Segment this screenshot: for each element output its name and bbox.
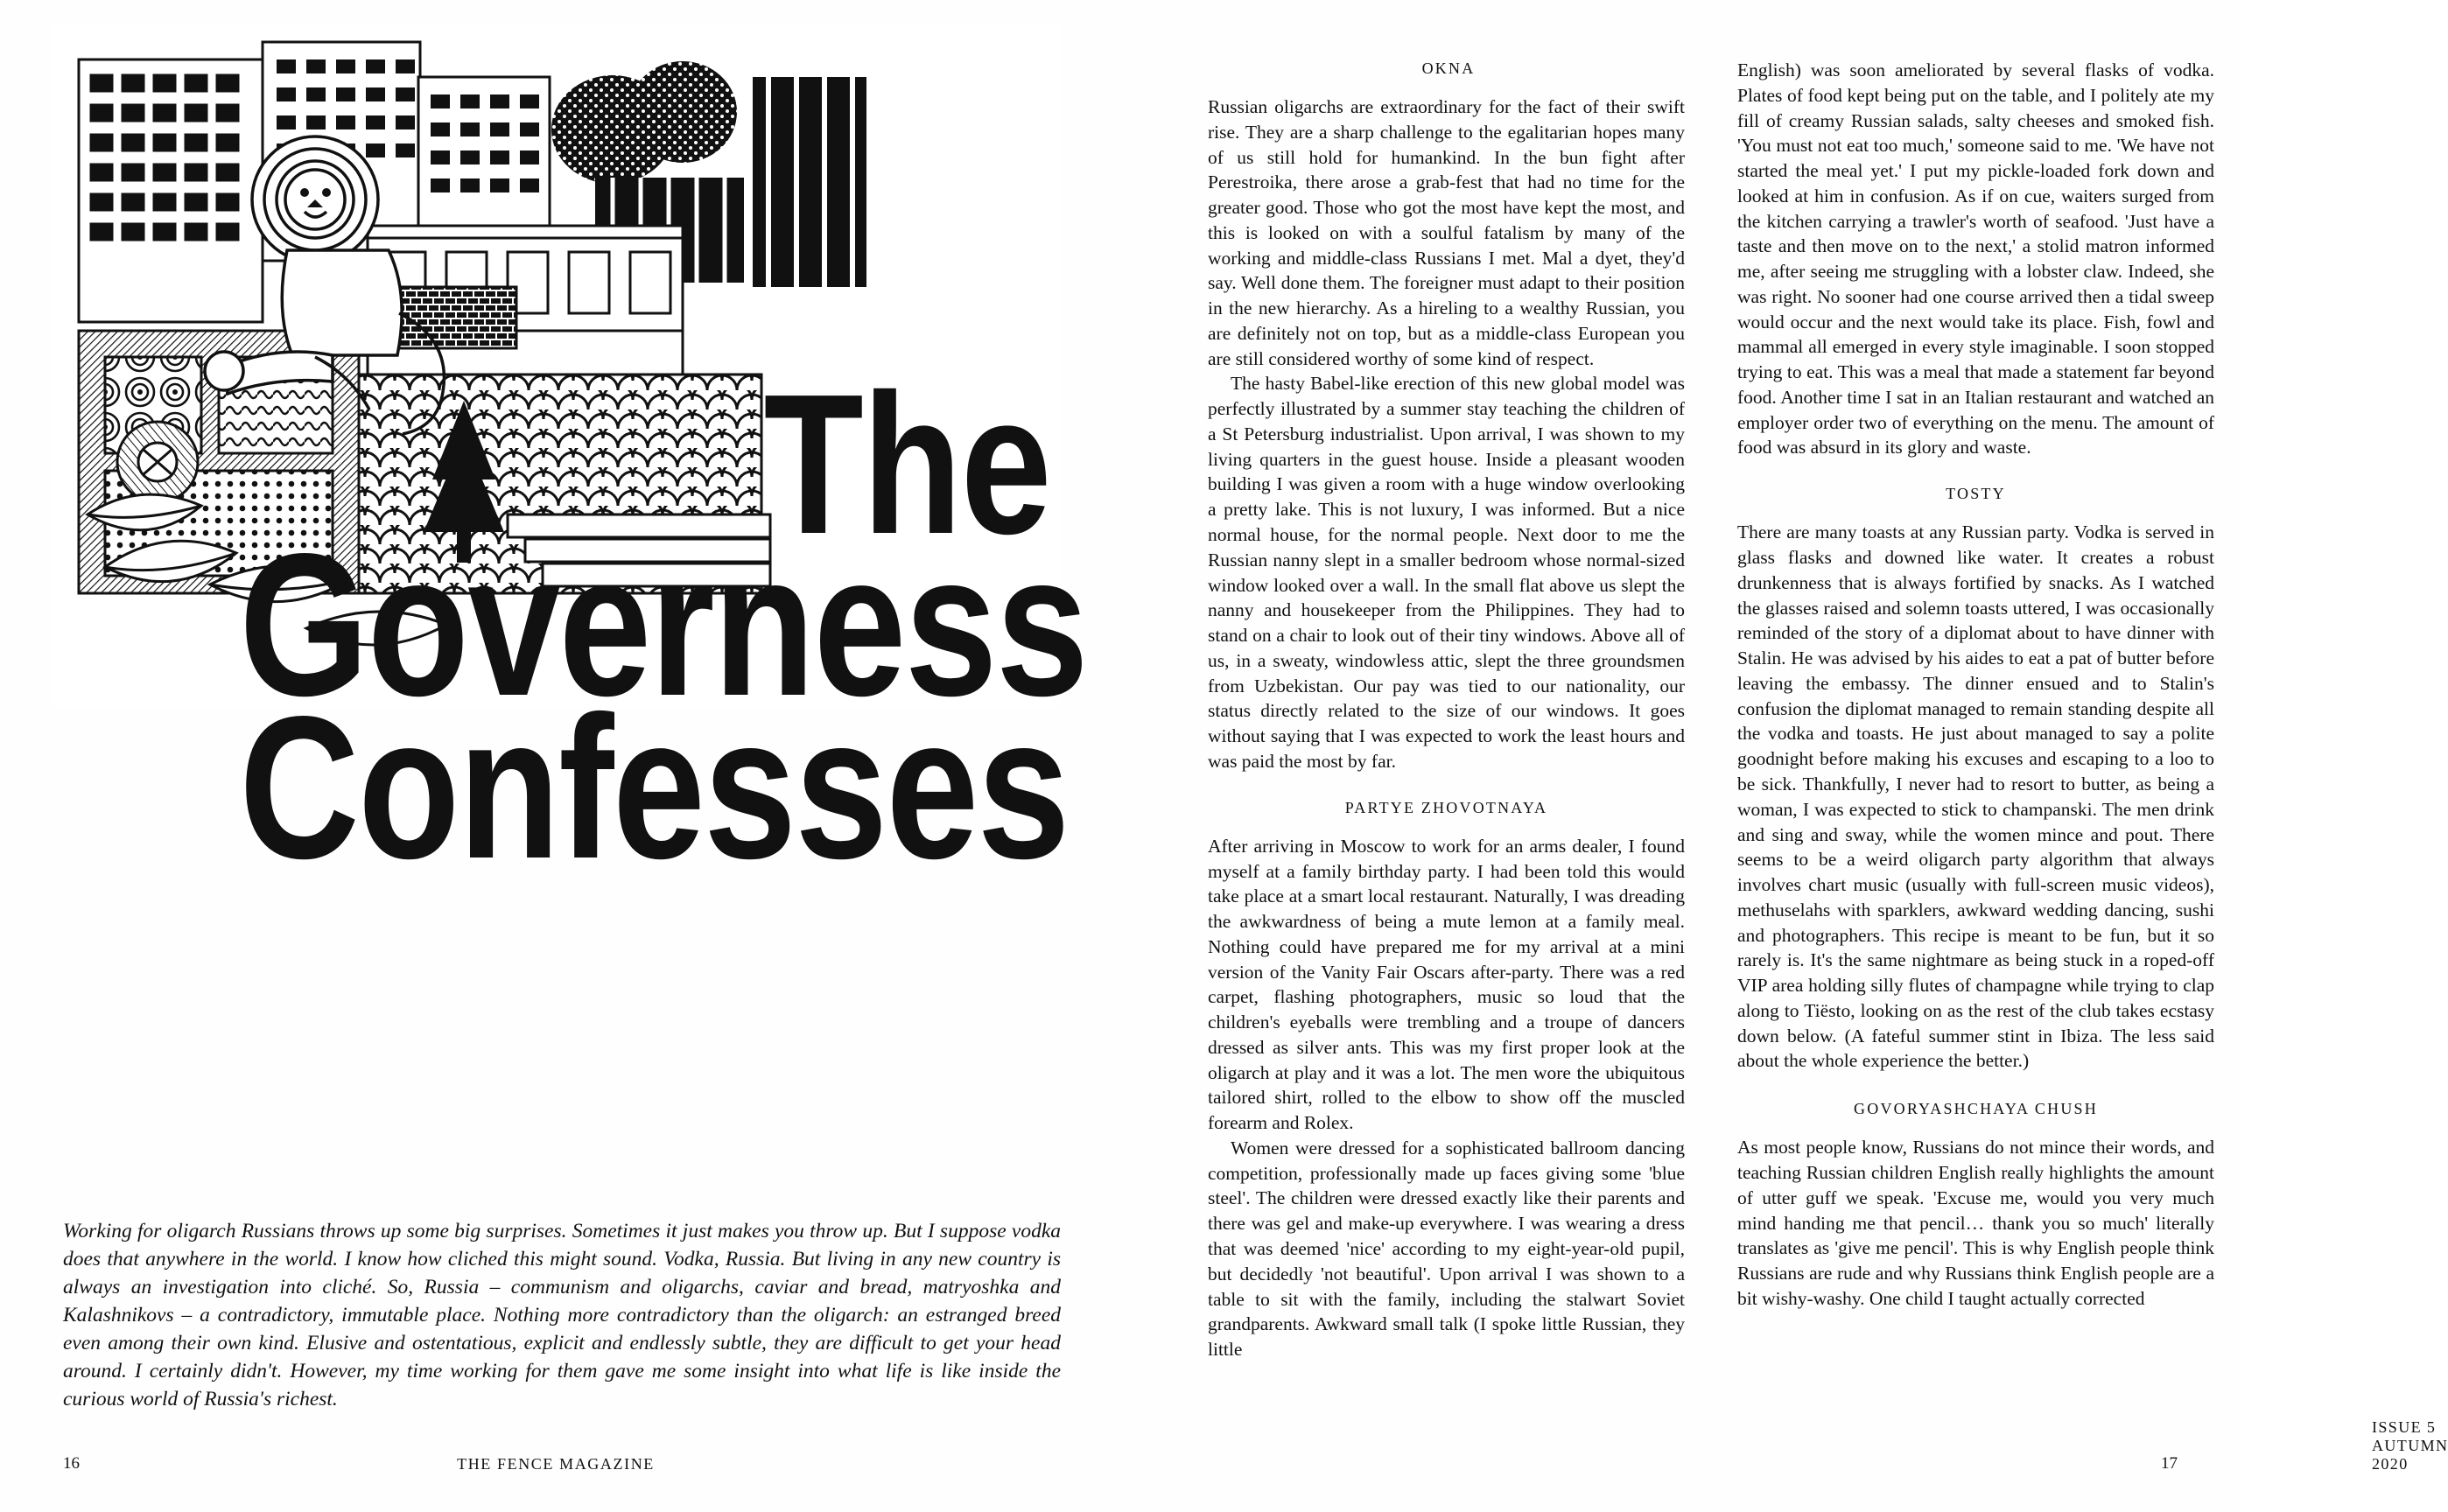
left-page — [0, 0, 1112, 1512]
folio-page-number-left: 16 — [63, 1454, 80, 1473]
paragraph: English) was soon ameliorated by several flasks of vodka. Plates of food kept being put on the table, and I politely ate my fill of creamy Russian salads, salty cheeses and smoked fish. 'You must not eat too much,' someone said to me. 'We have not started the meal yet.' I put my pickle-loaded fork down and looked at him in confusion. As if on cue, waiters surged from the kitchen carrying a trawler's worth of seafood. 'Just have a taste and then move on to the next,' a stolid matron informed me, after seeing me struggling with a lobster claw. Indeed, she was right. No sooner had one course arrived then a tidal sweep would occur and the next would take its place. Fish, fowl and mammal all emerged in every style imaginable. I soon stopped trying to eat. This was a meal that made a statement far beyond food. Another time I sat in an Italian restaurant and watched an employer order two of everything on the menu. The amount of food was absurd in its glory and waste. — [1737, 60, 2214, 458]
section-heading-partye: PARTYE ZHOVOTNAYA — [1344, 798, 1548, 816]
section-heading-tosty: TOSTY — [1946, 485, 2006, 503]
article-headline — [61, 354, 1088, 901]
paragraph: After arriving in Moscow to work for an arms dealer, I found myself at a family birthday party. I had been told this would take place at a smart local restaurant. Naturally, I was dreading the awkwardness of being a mute lemon at a family meal. Nothing could have prepared me for my arrival at a mini version of the Vanity Fair Oscars after-party. There was a red carpet, flashing photographers, music so loud that the children's eyeballs were trembling and a troupe of dancers dressed as silver ants. This was my first proper look at the oligarch at play and it was a lot. The men wore the ubiquitous tailored shirt, rolled to the elbow to show off the muscled forearm and Rolex. — [1208, 835, 1685, 1134]
headline-line-1: The — [763, 354, 1050, 576]
headline-line-3: Confesses — [239, 674, 1069, 901]
section-kicker-okna: OKNA — [1421, 60, 1476, 77]
paragraph: There are many toasts at any Russian party. Vodka is served in glass flasks and downed like water. It creates a robust drunkenness that is always fortified by snacks. As I watched the glasses raised and solemn toasts uttered, I was occasionally reminded of the story of a diplomat about to have dinner with Stalin. He was advised by his aides to eat a pat of butter before leaving the embassy. The dinner ensued and to Stalin's confusion the diplomat managed to remain standing despite all the vodka and toasts. He just about managed to say a polite goodnight before making his excuses and escaping to a loo to be sick. Thankfully, I never had to resort to butter, as being a woman, I was expected to stick to champanski. The men drink and sing and sway, while the women mince and pout. There seems to be a weird oligarch party algorithm that always involves chart music (usually with full-screen music videos), methuselahs with sparklers, awkward wedding dancing, sushi and photographers. This recipe is meant to be fun, but it so rarely is. It's the same nightmare as being stuck in a roped-off VIP area holding silly flutes of champagne while trying to clap along to Tiësto, looking on as the rest of the club takes ecstasy down below. (A fateful summer stint in Ibiza. The less said about the whole experience the better.) — [1737, 522, 2214, 1072]
column-two — [1737, 58, 2214, 1312]
article-standfirst: Working for oligarch Russians throws up some big surprises. Sometimes it just makes you throw up. But I suppose vodka does that anywhere in the world. I know how cliched this might sound. Vodka, Russia. But living in any new country is always an investigation into cliché. So, Russia – communism and oligarchs, caviar and bread, matryoshka and Kalashnikovs – a contradictory, immutable place. Nothing more contradictory than the oligarch: an estranged breed even among their own kind. Elusive and ostentatious, explicit and endlessly subtle, they are difficult to get your head around. I certainly didn't. However, my time working for them gave me some insight into what life is like inside the curious world of Russia's richest. — [63, 1220, 1061, 1410]
folio-publication-name: THE FENCE MAGAZINE — [457, 1455, 655, 1473]
paragraph: As most people know, Russians do not mince their words, and teaching Russian children English really highlights the amount of utter guff we speak. 'Excuse me, would you very much mind handing me that pencil… thank you so much' literally translates as 'give me pencil'. This is why English people think Russians are rude and why Russians think English people are a bit wishy-washy. One child I taught actually corrected — [1737, 1137, 2214, 1309]
paragraph: The hasty Babel-like erection of this new global model was perfectly illustrated by a summer stay teaching the children of a St Petersburg industrialist. Upon arrival, I was shown to my living quarters in the guest house. Inside a pleasant wooden building I was given a room with a huge window overlooking a pretty lake. This is not luxury, I was informed. But a nice normal house, for the normal people. Next door to me the Russian nanny slept in a smaller bedroom whose normal-sized window looked over a wall. In the small flat above us slept the nanny and housekeeper from the Philippines. They had to stand on a chair to look out of their tiny windows. Above all of us, in a sweaty, windowless attic, slept the three groundsmen from Uzbekistan. Our pay was tied to our nationality, our status directly related to the size of our windows. It goes without saying that I was expected to work the least hours and was paid the most by far. — [1208, 373, 1685, 772]
section-heading-govoryashchaya: GOVORYASHCHAYA CHUSH — [1854, 1100, 2098, 1118]
paragraph: Russian oligarchs are extraordinary for the fact of their swift rise. They are a sharp challenge to the egalitarian hopes many of us still hold for humankind. In the bun fight after Perestroika, there arose a grab-fest that had no time for the greater good. Those who got the most have kept the most, and this is looked on with a soulful fatalism by many of the working and middle-class Russians I met. Mal a dyet, they'd say. Well done them. The foreigner must adapt to their position in the new hierarchy. As a hireling to a wealthy Russian, you are definitely not on top, but as a middle-class European you are still considered worthy of some kind of respect. — [1208, 96, 1685, 369]
column-one — [1208, 94, 1685, 1362]
folio-issue-line: ISSUE 5 AUTUMN 2020 — [2372, 1418, 2448, 1473]
headline-line-2: Governess — [239, 512, 1088, 739]
right-page — [1164, 0, 2448, 1512]
paragraph: Women were dressed for a sophisticated ballroom dancing competition, professionally made up faces giving some 'blue steel'. The children were dressed exactly like their parents and there was gel and make-up everywhere. I was wearing a dress that was deemed 'nice' according to my eight-year-old pupil, but decidedly 'not beautiful'. Upon arrival I was shown to a table to sit with the family, including the stalwart Soviet grandparents. Awkward small talk (I spoke little Russian, they little — [1208, 1137, 1685, 1361]
folio-page-number-right: 17 — [2161, 1454, 2178, 1473]
